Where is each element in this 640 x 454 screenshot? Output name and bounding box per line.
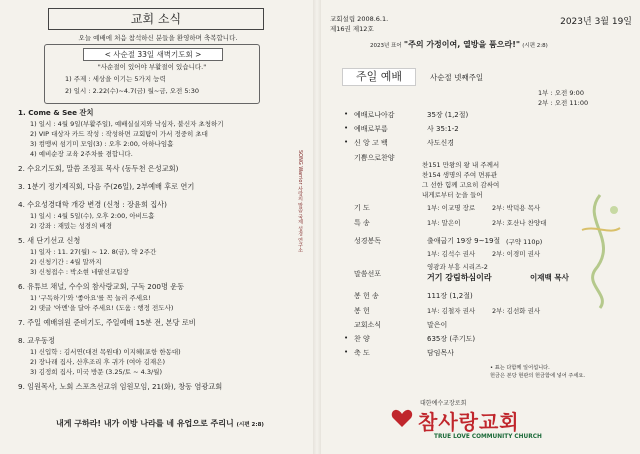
- benediction-value: 담임목사: [427, 349, 455, 357]
- praise-song: 그 선한 힘께 고요히 감싸여: [422, 181, 500, 189]
- news-item: 8. 교우동정: [18, 336, 55, 345]
- news-subitem: 4) 예비순장 교육 2주차를 겸합니다.: [30, 150, 133, 158]
- year-theme: [370, 39, 548, 50]
- quote-ref: (시편 2:8): [236, 422, 264, 428]
- preacher: 이재백 목사: [530, 273, 569, 282]
- fold-spine: [313, 0, 321, 454]
- news-title: 교회 소식: [48, 8, 264, 30]
- bullet: •: [344, 124, 349, 132]
- service-time-1: 1부 : 오전 9:00: [538, 89, 584, 97]
- news-subitem: 3) 김정희 집사, 미국 방문 (3.25/토 ~ 4.3/월): [30, 368, 162, 376]
- theme-ref: (시편 2:8): [522, 43, 548, 49]
- benediction-label: 축 도: [354, 349, 370, 357]
- special-song-1: 1부: 말은이: [427, 219, 461, 227]
- church-logo-en: TRUE LOVE COMMUNITY CHURCH: [434, 434, 542, 440]
- news-item: 1. Come & See 잔치: [18, 108, 94, 117]
- bottom-quote: [56, 418, 264, 429]
- sermon-title: 거기 강림하심이라: [427, 273, 492, 282]
- lent-line: 1) 주제 : 세상을 이기는 5가지 능력: [65, 75, 166, 83]
- service-order-page: [330, 6, 632, 446]
- special-song-label: 특 송: [354, 219, 370, 227]
- service-time-2: 2부 : 오전 11:00: [538, 99, 589, 107]
- special-song-2: 2부: 호산나 찬양대: [492, 219, 547, 227]
- reader-1: 1부: 김석수 권사: [427, 250, 476, 258]
- news-item: 2. 수요기도회, 말씀 조정표 목사 (동두천 은성교회): [18, 164, 179, 173]
- news-subitem: 2) 강좌 : 재밌는 성경의 배경: [30, 222, 112, 230]
- deco-dot: [610, 206, 618, 214]
- news-subitem: 1) 신입학 : 김서연(대전 목원대) 이지혜(포항 한동대): [30, 348, 181, 356]
- news-label: 교회소식: [354, 321, 382, 329]
- prayer-1: 1부: 이교명 장로: [427, 204, 476, 212]
- news-subitem: 1) '구독하기'와 '좋아요'를 꼭 눌러 주세요!: [30, 294, 151, 302]
- news-subitem: 2) VIP 대상자 카드 작성 : 작성하면 교회탐이 가서 정중히 초대: [30, 130, 208, 138]
- lent-line: 2) 일시 : 2.22(수)~4.7(금) 월~금, 오전 5:30: [65, 87, 199, 95]
- news-item: 5. 새 단기선교 신청: [18, 236, 81, 245]
- bullet: •: [344, 334, 349, 342]
- offertory-1: 1부: 김철자 권사: [427, 307, 476, 315]
- prayer-label: 기 도: [354, 204, 370, 212]
- founding-info: 교회설립 2008.6.1.: [330, 15, 389, 23]
- service-row-label: 신 앙 고 백: [354, 139, 388, 147]
- praise-song: 찬154 생명의 주여 면류관: [422, 171, 498, 179]
- bulletin-date: 2023년 3월 19일: [560, 17, 632, 27]
- hymn-value: 635장 (주기도): [427, 335, 476, 343]
- news-subitem: 3) 신청접수 : 박소현 네팔선교팀장: [30, 268, 129, 276]
- reader-2: 2부: 이경미 권사: [492, 250, 541, 258]
- reading-page: (구약 110p): [506, 238, 543, 246]
- calligraphy-decoration: [570, 190, 630, 310]
- news-subitem: 3) 컴맹씨 섬기미 모임(3) : 오후 2:00, 아하나임홀: [30, 140, 174, 148]
- offertory-2: 2부: 김선화 권사: [492, 307, 541, 315]
- theme-text: "주의 가정이여, 열방을 품으라!": [403, 40, 521, 49]
- prayer-2: 2부: 박덕용 목사: [492, 204, 541, 212]
- news-value: 말은이: [427, 321, 448, 329]
- lent-prayer-box: [44, 44, 260, 104]
- offertory-label: 봉 헌: [354, 307, 370, 315]
- service-title: 주일 예배: [342, 68, 416, 86]
- praise-song: 내게로부터 눈을 들어: [422, 191, 483, 199]
- praise-song: 찬151 만왕의 왕 내 주께서: [422, 161, 500, 169]
- note-offering: 헌금은 본당 현관의 헌금함에 넣어 주세요.: [490, 373, 586, 379]
- praise-label: 기쁨으로찬양: [354, 154, 395, 162]
- news-item: 7. 주일 예배위원 준비기도, 주일예배 15분 전, 본당 로비: [18, 318, 196, 327]
- reading-text: 출애굽기 19장 9~19절: [427, 237, 501, 245]
- quote-text: 내게 구하라! 내가 이방 나라를 네 유업으로 주리니: [56, 419, 234, 428]
- gift-song-label: 봉 헌 송: [354, 292, 379, 300]
- sermon-series: 영광과 부흥 시리즈-2: [427, 263, 488, 271]
- news-subitem: 1) 일자 : 11. 27(월) ~ 12. 8(금), 약 2주간: [30, 248, 157, 256]
- gift-song: 111장 (1,2절): [427, 292, 473, 300]
- bullet: •: [344, 348, 349, 356]
- news-subitem: 2) 신청기간 : 4월 말까지: [30, 258, 102, 266]
- service-week: 사순절 넷째주일: [430, 73, 484, 82]
- news-subitem: 1) 일시 : 4월 9일(부활주일), 예배실실지와 낙심자, 불신자 초청하기: [30, 120, 224, 128]
- volume-info: 제16권 제12호: [330, 25, 374, 33]
- sermon-label: 말씀선포: [354, 270, 382, 278]
- church-news-page: [10, 6, 306, 446]
- news-subitem: 2) 장나래 집사, 산후조리 후 귀가 (여아 김재은): [30, 358, 166, 366]
- service-row-label: 예배로부름: [354, 125, 388, 133]
- news-subitem: 2) 댓글 '아멘'을 달아 주세요! (도움 : 행정 전도사): [30, 304, 174, 312]
- note-stand: • 표는 다함께 일어섭니다.: [490, 365, 550, 371]
- service-row-value: 사도신경: [427, 139, 455, 147]
- news-item: 4. 수요성경대학 개강 변경 (신청 : 장윤희 집사): [18, 200, 167, 209]
- service-row-label: 예배로나아감: [354, 111, 395, 119]
- service-row-value: 사 35:1-2: [427, 125, 459, 133]
- denomination: 대한예수교장로회: [420, 400, 467, 407]
- news-subitem: 1) 일시 : 4월 5일(수), 오후 2:00, 아비드홀: [30, 212, 155, 220]
- bullet: •: [344, 138, 349, 146]
- news-item: 9. 임원목사, 노회 스포츠선교위 임원모임, 21(화), 창동 염광교회: [18, 382, 223, 391]
- lent-subtitle: "사순절이 있어야 부활절이 있습니다.": [97, 63, 207, 71]
- service-row-value: 35장 (1,2절): [427, 111, 469, 119]
- deco-stroke: [593, 195, 604, 308]
- news-item: 6. 유튜브 채널, 수수의 참사랑교회, 구독 200명 운동: [18, 282, 185, 291]
- heart-logo-icon: [390, 406, 414, 430]
- church-logo: 참사랑교회: [418, 410, 520, 434]
- lent-title: < 사순절 33일 새벽기도회 >: [83, 48, 223, 61]
- vertical-text: SONG Warrior 사랑의 말씀 국제 성경 연구소: [297, 150, 303, 253]
- hymn-label: 찬 양: [354, 335, 370, 343]
- deco-stroke: [582, 228, 620, 231]
- theme-year: 2023년 표어: [370, 43, 402, 49]
- news-item: 3. 1분기 정기제직회, 다음 주(26일), 2부예배 후로 연기: [18, 182, 195, 191]
- bullet: •: [344, 110, 349, 118]
- welcome-text: 오늘 예배에 처음 참석하신 분들을 환영하며 축복합니다.: [78, 34, 238, 42]
- reading-label: 성경봉독: [354, 237, 382, 245]
